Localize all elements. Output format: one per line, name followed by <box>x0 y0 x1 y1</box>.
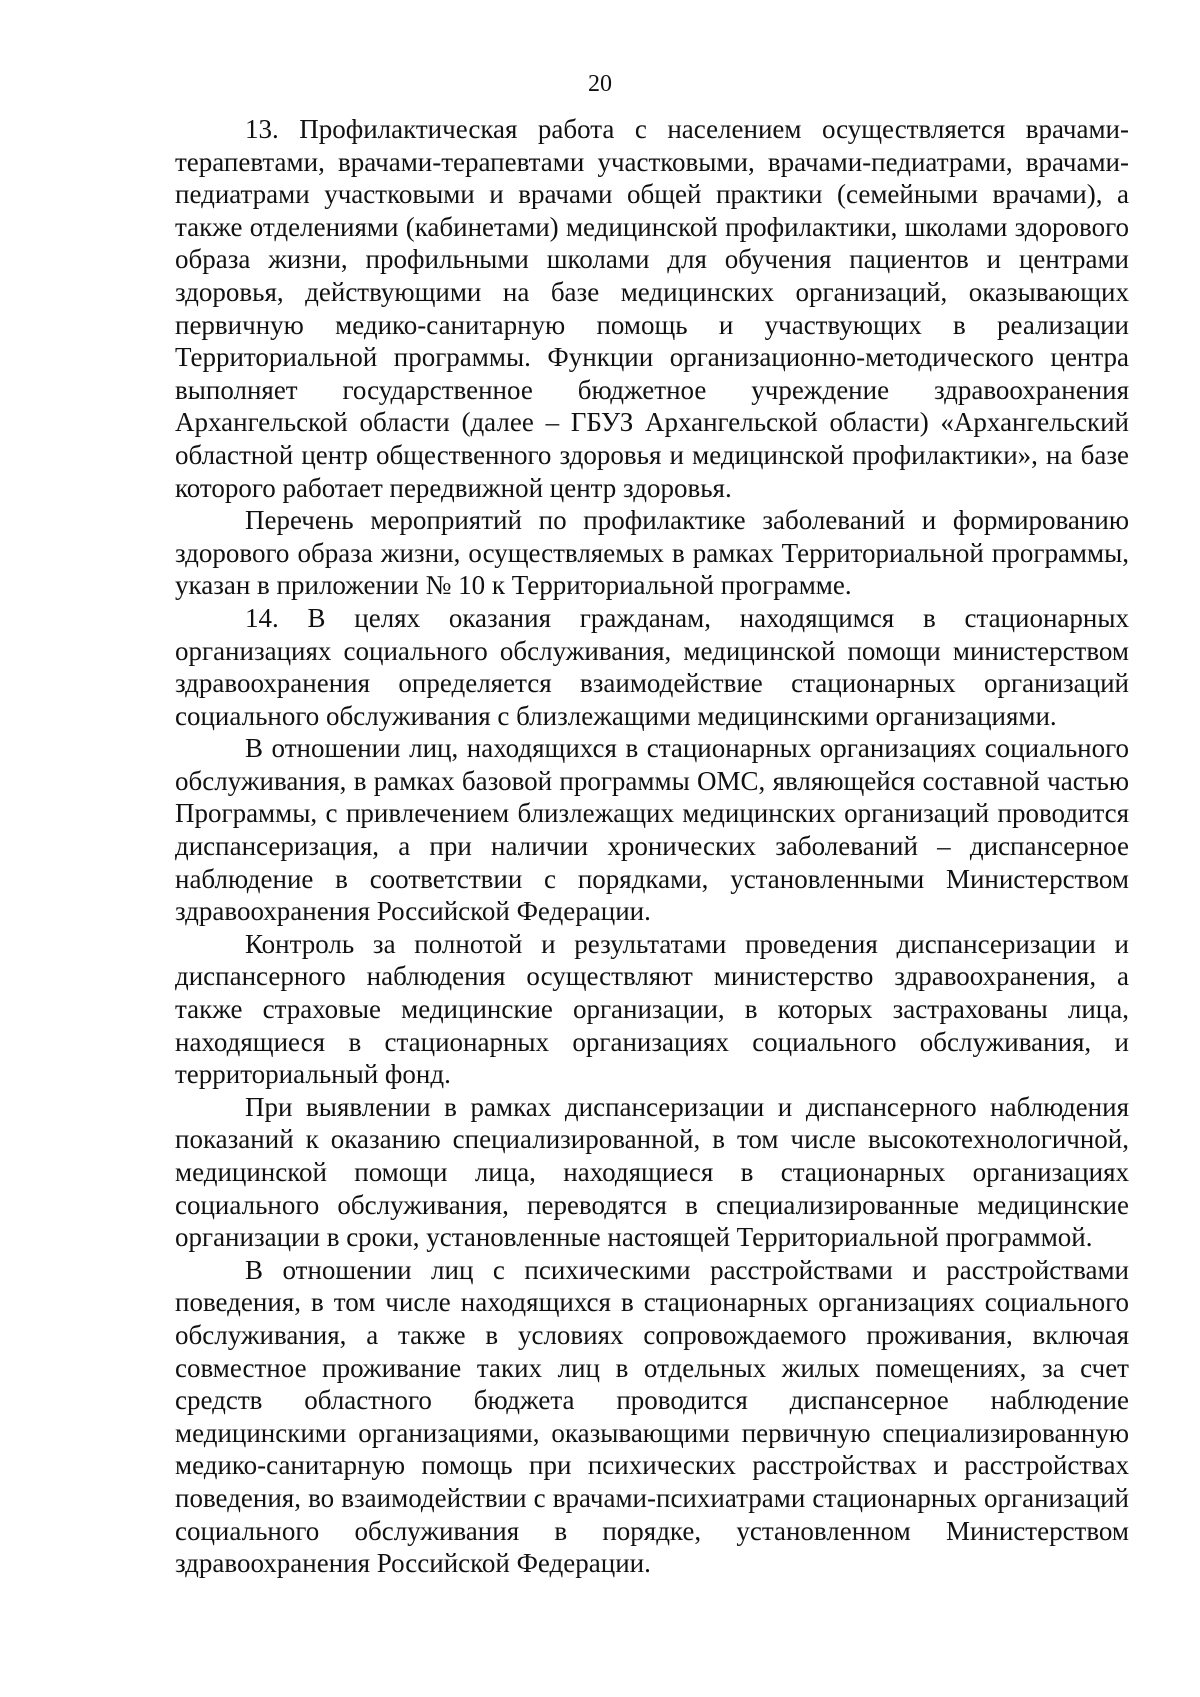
paragraph-13-preventive-work: 13. Профилактическая работа с населением осуществляется врачами-терапевтами, врачами-терапевтами участковыми, врачами-педиатрами, врачами-педиатрами участковыми и врачами общей практики (семейными врачами), а также отделениями (кабинетами) медицинской профилактики, школами здорового образа жизни, профильными школами для обучения пациентов и центрами здоровья, действующими на базе медицинских организаций, оказывающих первичную медико-санитарную помощь и участвующих в реализации Территориальной программы. Функции организационно-методического центра выполняет государственное бюджетное учреждение здравоохранения Архангельской области (далее – ГБУЗ Архангельской области) «Архангельский областной центр общественного здоровья и медицинской профилактики», на базе которого работает передвижной центр здоровья. <box>175 114 1129 503</box>
paragraph-dispensary-examination: В отношении лиц, находящихся в стационарных организациях социального обслуживания, в рамках базовой программы ОМС, являющейся составной частью Программы, с привлечением близлежащих медицинских организаций проводится диспансеризация, а при наличии хронических заболеваний – диспансерное наблюдение в соответствии с порядками, установленными Министерством здравоохранения Российской Федерации. <box>175 733 1129 927</box>
paragraph-14-social-service-interaction: 14. В целях оказания гражданам, находящимся в стационарных организациях социального обслуживания, медицинской помощи министерством здравоохранения определяется взаимодействие стационарных организаций социального обслуживания с близлежащими медицинскими организациями. <box>175 602 1129 731</box>
paragraph-mental-disorders: В отношении лиц с психическими расстройствами и расстройствами поведения, в том числе находящихся в стационарных организациях социального обслуживания, а также в условиях сопровождаемого проживания, включая совместное проживание таких лиц в отдельных жилых помещениях, за счет средств областного бюджета проводится диспансерное наблюдение медицинскими организациями, оказывающими первичную специализированную медико-санитарную помощь при психических расстройствах и расстройствах поведения, во взаимодействии с врачами-психиатрами стационарных организаций социального обслуживания в порядке, установленном Министерством здравоохранения Российской Федерации. <box>175 1254 1129 1579</box>
document-body <box>175 113 1129 1580</box>
paragraph-control: Контроль за полнотой и результатами проведения диспансеризации и диспансерного наблюдения осуществляют министерство здравоохранения, а также страховые медицинские организации, в которых застрахованы лица, находящиеся в стационарных организациях социального обслуживания, и территориальный фонд. <box>175 928 1129 1090</box>
paragraph-prevention-measures: Перечень мероприятий по профилактике заболеваний и формированию здорового образа жизни, осуществляемых в рамках Территориальной программы, указан в приложении № 10 к Территориальной программе. <box>175 505 1129 601</box>
paragraph-specialized-care-transfer: При выявлении в рамках диспансеризации и диспансерного наблюдения показаний к оказанию специализированной, в том числе высокотехнологичной, медицинской помощи лица, находящиеся в стационарных организациях социального обслуживания, переводятся в специализированные медицинские организации в сроки, установленные настоящей Территориальной программой. <box>175 1091 1129 1253</box>
page-number: 20 <box>588 71 612 97</box>
